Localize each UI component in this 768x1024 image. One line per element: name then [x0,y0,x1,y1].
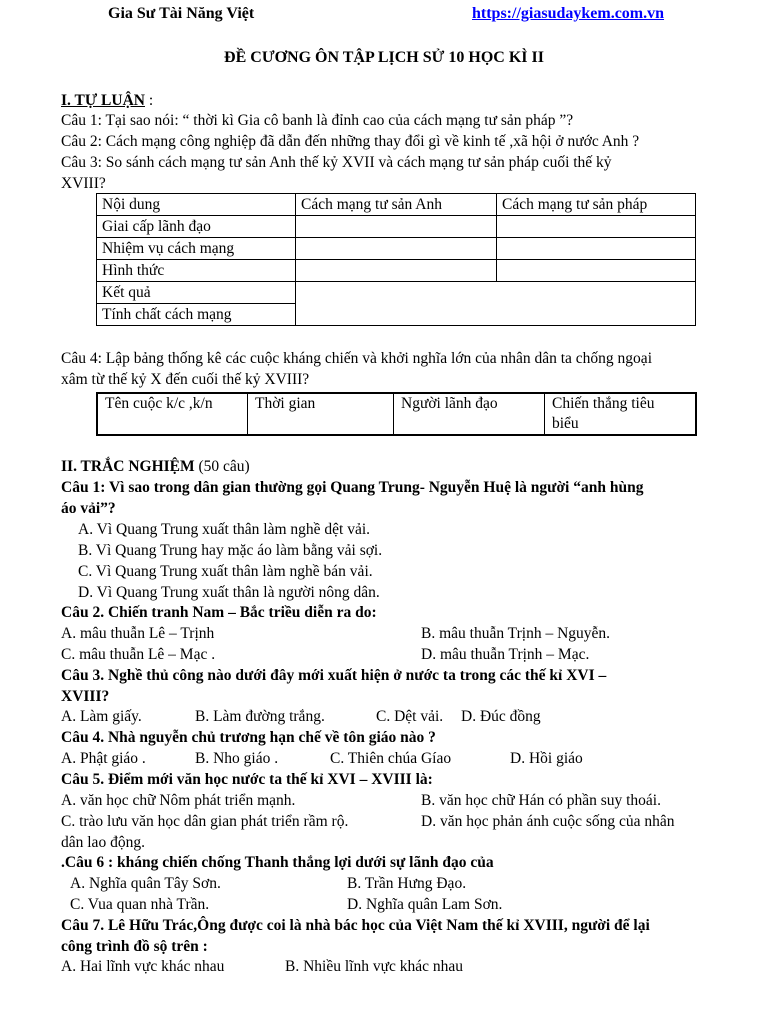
quiz-question-3-line1: Câu 3. Nghề thủ công nào dưới đây mới xuất hiện ở nước ta trong các thế kỉ XVI – [61,667,607,684]
quiz-option-2d: D. mâu thuẫn Trịnh – Mạc. [421,646,590,663]
quiz-option-5a: A. văn học chữ Nôm phát triển mạnh. [61,792,296,809]
quiz-option-3a: A. Làm giấy. [61,708,142,725]
table-header-row [97,393,696,435]
section-heading-essay-bold: I. TỰ LUẬN [61,92,145,109]
quiz-option-6a: A. Nghĩa quân Tây Sơn. [70,875,221,892]
quiz-question-5: Câu 5. Điểm mới văn học nước ta thế kỉ XVI – XVIII là: [61,771,433,788]
site-link[interactable]: https://giasudaykem.com.vn [472,5,665,22]
quiz-option-7a: A. Hai lĩnh vực khác nhau [61,958,225,975]
table-row [97,260,696,282]
quiz-option-6b: B. Trần Hưng Đạo. [347,875,467,892]
table-header-cell: Tên cuộc k/c ,k/n [97,393,248,435]
table-cell [296,260,497,282]
page-title: ĐỀ CƯƠNG ÔN TẬP LỊCH SỬ 10 HỌC KÌ II [224,49,544,66]
essay-question-1: Câu 1: Tại sao nói: “ thời kì Gia cô banh là đỉnh cao của cách mạng tư sản pháp ”? [61,112,574,129]
quiz-option-4b: B. Nho giáo . [195,750,279,767]
quiz-option-4a: A. Phật giáo . [61,750,146,767]
quiz-question-3-line2: XVIII? [61,688,110,705]
quiz-option-5c: C. trào lưu văn học dân gian phát triển rầm rộ. [61,813,349,830]
resistance-table [96,392,697,436]
essay-question-3-line1: Câu 3: So sánh cách mạng tư sản Anh thế kỷ XVII và cách mạng tư sản pháp cuối thế kỷ [61,154,612,171]
quiz-option-5b: B. văn học chữ Hán có phần suy thoái. [421,792,661,809]
essay-question-2: Câu 2: Cách mạng công nghiệp đã dẫn đến những thay đổi gì về kinh tế ,xã hội ở nước Anh ? [61,133,640,150]
table-header-cell: Cách mạng tư sản pháp [497,194,696,216]
table-row-label: Tính chất cách mạng [97,304,296,326]
quiz-option-1c: C. Vì Quang Trung xuất thân làm nghề bán vải. [78,563,373,580]
table-cell [497,238,696,260]
quiz-option-4d: D. Hồi giáo [510,750,583,767]
quiz-option-5d: D. văn học phản ánh cuộc sống của nhân [421,813,675,830]
section-heading-quiz-bold: II. TRẮC NGHIỆM [61,458,195,475]
table-row-label: Hình thức [97,260,296,282]
quiz-option-5d-continued: dân lao động. [61,834,145,851]
table-header-row [97,194,696,216]
table-cell [497,260,696,282]
quiz-option-3b: B. Làm đường trắng. [195,708,325,725]
table-row-label: Giai cấp lãnh đạo [97,216,296,238]
quiz-option-2a: A. mâu thuẫn Lê – Trịnh [61,625,215,642]
table-row [97,282,696,304]
quiz-question-1-line2: áo vải”? [61,500,116,517]
table-header-cell: Nội dung [97,194,296,216]
quiz-option-3d: D. Đúc đồng [461,708,541,725]
quiz-question-1-line1: Câu 1: Vì sao trong dân gian thường gọi Quang Trung- Nguyễn Huệ là người “anh hùng [61,479,644,496]
quiz-question-7-line1: Câu 7. Lê Hữu Trác,Ông được coi là nhà bác học của Việt Nam thế kỉ XVIII, người để lại [61,917,650,934]
table-cell [497,216,696,238]
table-cell [296,282,696,326]
quiz-option-7b: B. Nhiều lĩnh vực khác nhau [285,958,464,975]
quiz-question-6: .Câu 6 : kháng chiến chống Thanh thắng lợi dưới sự lãnh đạo của [61,854,494,871]
table-cell [296,238,497,260]
section-heading-essay-rest: : [144,92,154,109]
quiz-option-2b: B. mâu thuẫn Trịnh – Nguyễn. [421,625,611,642]
table-row [97,238,696,260]
site-name: Gia Sư Tài Năng Việt [108,5,255,22]
table-cell [296,216,497,238]
essay-question-4-line1: Câu 4: Lập bảng thống kê các cuộc kháng chiến và khởi nghĩa lớn của nhân dân ta chống ngoại [61,350,652,367]
quiz-option-3c: C. Dệt vải. [376,708,444,725]
quiz-question-2: Câu 2. Chiến tranh Nam – Bắc triều diễn ra do: [61,604,377,621]
section-heading-quiz [61,458,250,476]
quiz-option-4c: C. Thiên chúa Gíao [330,750,452,767]
quiz-question-4: Câu 4. Nhà nguyễn chủ trương hạn chế về tôn giáo nào ? [61,729,436,746]
quiz-option-6c: C. Vua quan nhà Trần. [70,896,210,913]
table-header-cell: Thời gian [248,393,394,435]
essay-question-4-line2: xâm từ thế kỷ X đến cuối thế kỷ XVIII? [61,371,310,388]
section-heading-quiz-rest: (50 câu) [194,458,250,475]
table-header-cell: Cách mạng tư sản Anh [296,194,497,216]
quiz-option-1a: A. Vì Quang Trung xuất thân làm nghề dệt vải. [78,521,371,538]
comparison-table [96,193,696,326]
table-header-cell: Người lãnh đạo [394,393,545,435]
table-row [97,216,696,238]
table-row-label: Nhiệm vụ cách mạng [97,238,296,260]
table-header-line: biểu [552,415,579,432]
table-header-cell [545,393,697,435]
table-row-label: Kết quả [97,282,296,304]
section-heading-essay [61,92,153,110]
table-header-line: Chiến thắng tiêu [552,395,655,412]
quiz-option-1d: D. Vì Quang Trung xuất thân là người nông dân. [78,584,380,601]
quiz-option-1b: B. Vì Quang Trung hay mặc áo làm bằng vải sợi. [78,542,383,559]
quiz-option-2c: C. mâu thuẫn Lê – Mạc . [61,646,216,663]
essay-question-3-line2: XVIII? [61,175,106,192]
quiz-question-7-line2: công trình đồ sộ trên : [61,938,208,955]
quiz-option-6d: D. Nghĩa quân Lam Sơn. [347,896,503,913]
